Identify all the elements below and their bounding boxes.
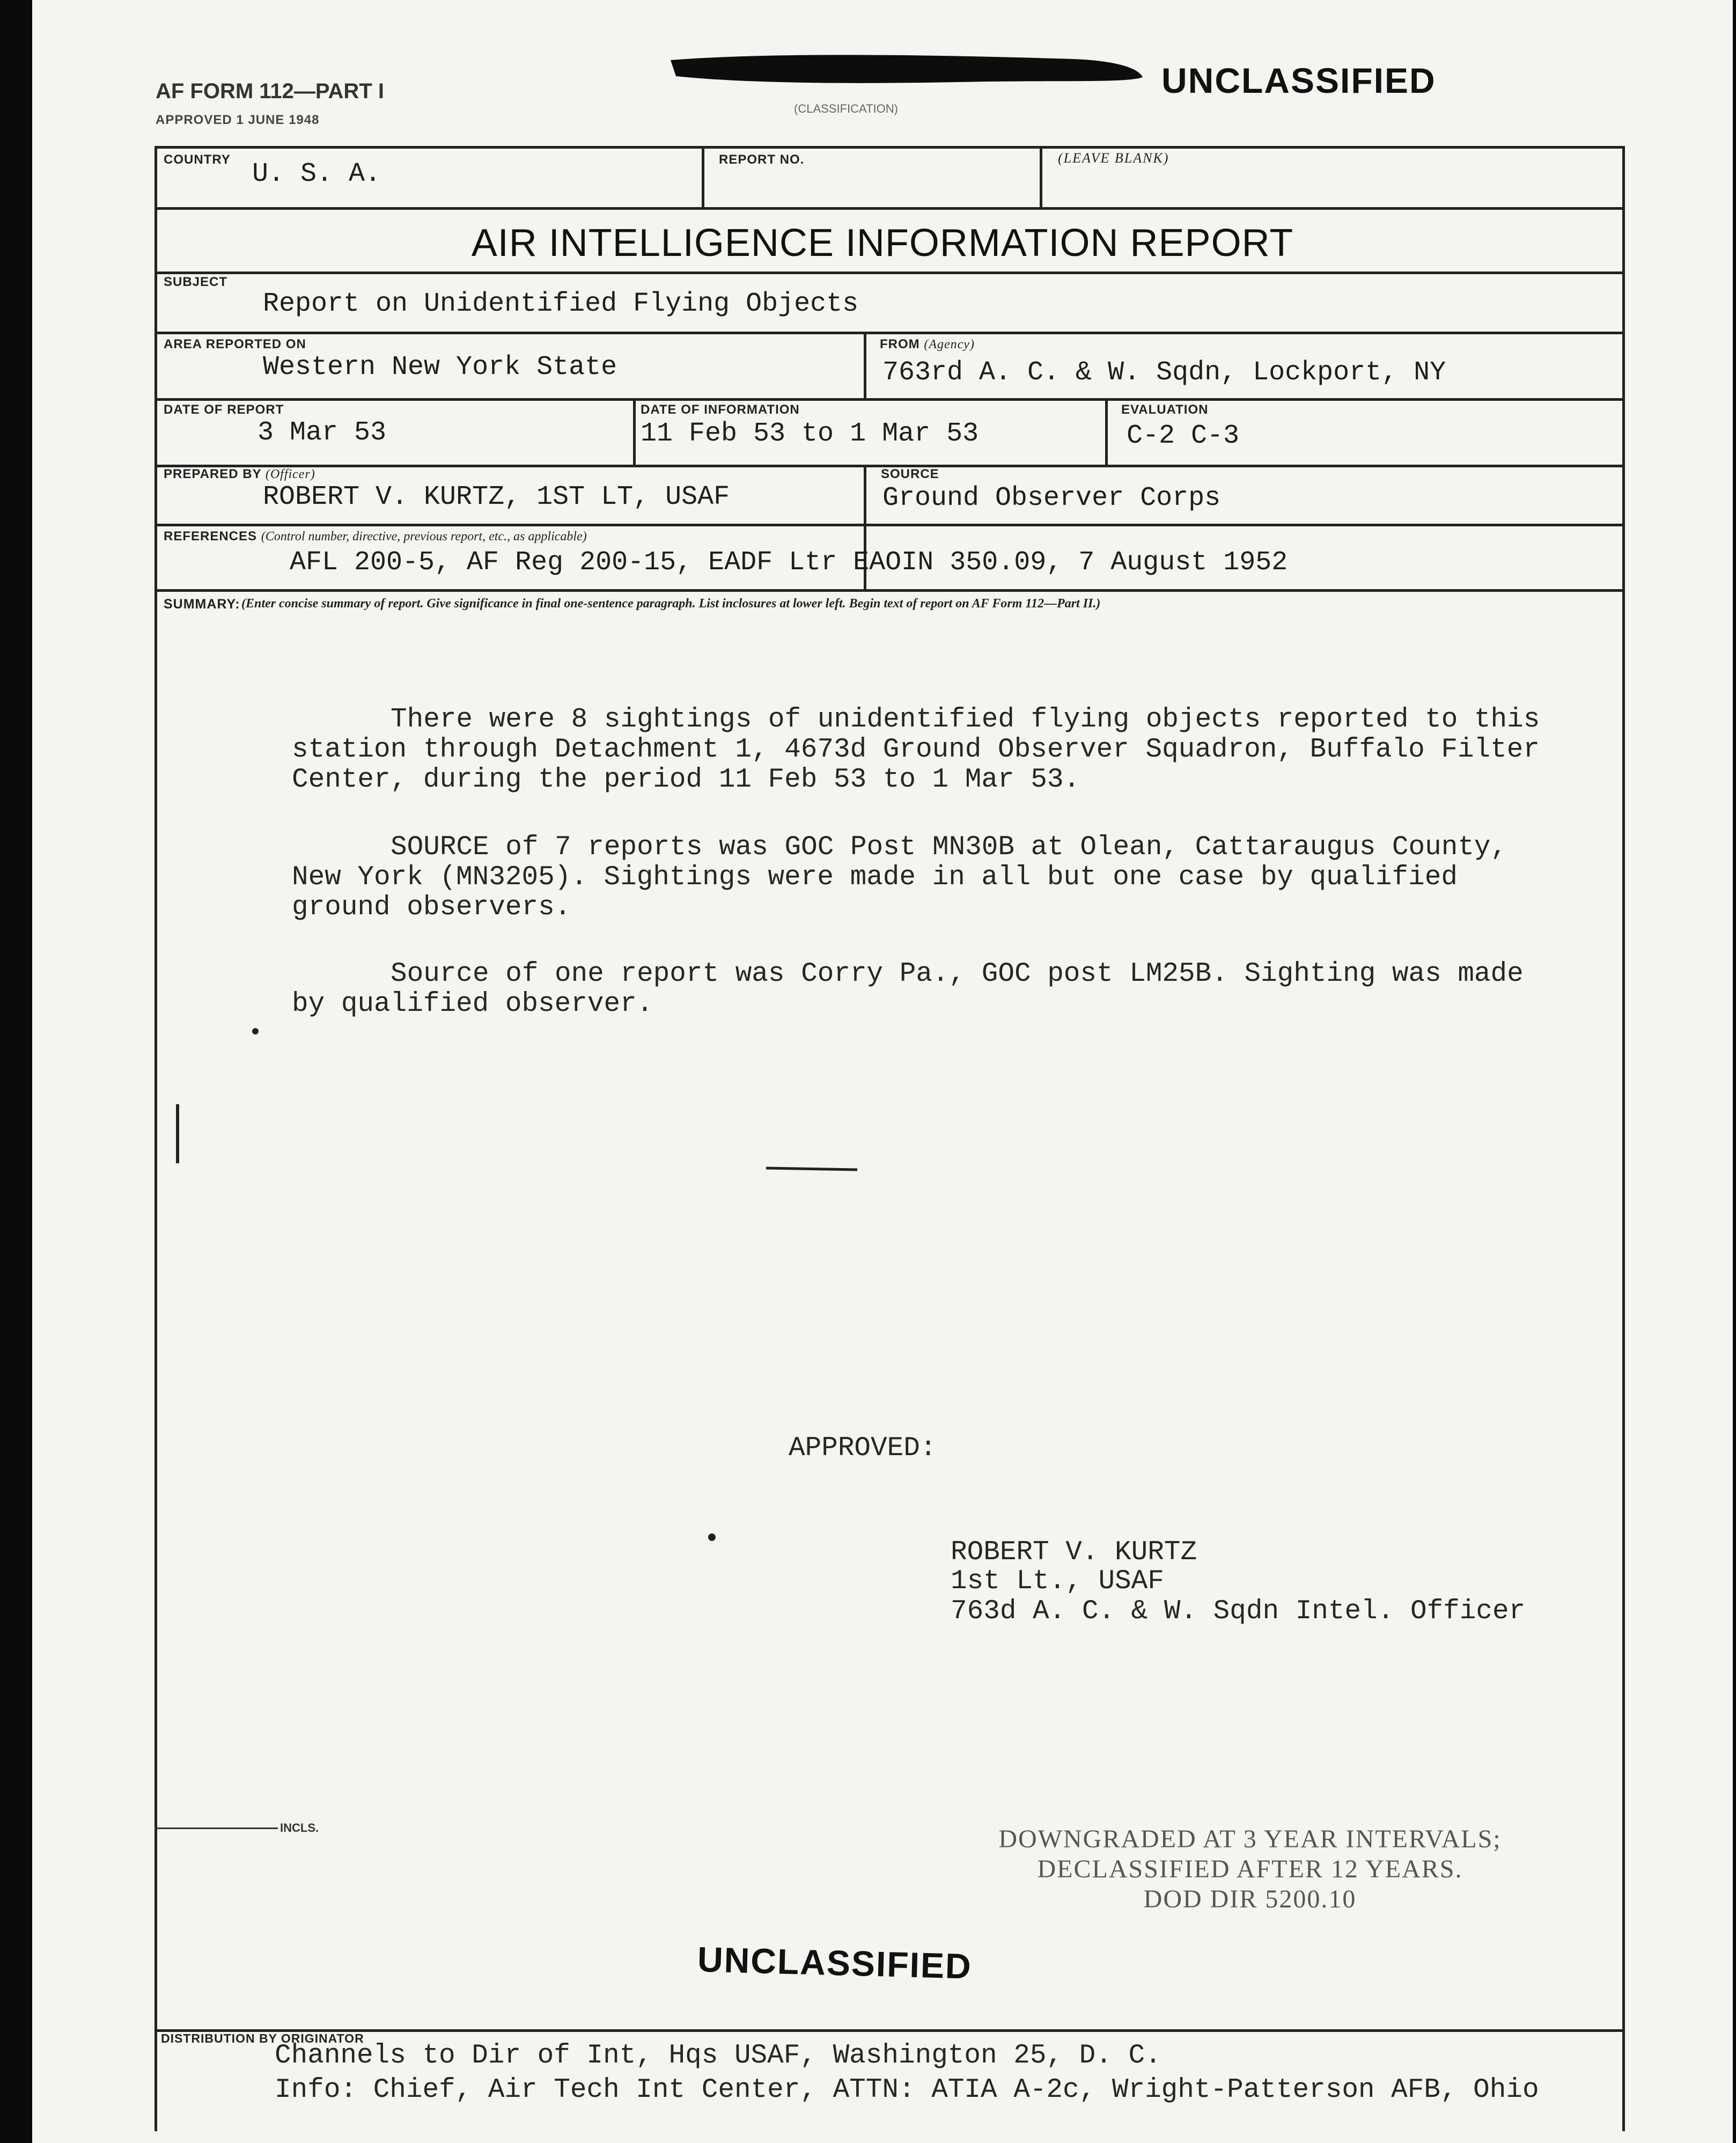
document-page xyxy=(32,0,1733,2143)
distribution-line2: Info: Chief, Air Tech Int Center, ATTN: ATIA A-2c, Wright-Patterson AFB, Ohio xyxy=(275,2075,1539,2105)
para2-line3: ground observers. xyxy=(292,892,571,923)
ink-dot xyxy=(708,1533,716,1541)
para3-line1: Source of one report was Corry Pa., GOC post LM25B. Sighting was made xyxy=(391,959,1524,989)
inclosures-label: INCLS. xyxy=(280,1821,319,1834)
leave-blank-label: (LEAVE BLANK) xyxy=(1058,150,1169,166)
approver-rank: 1st Lt., USAF xyxy=(951,1566,1164,1597)
country-value: U. S. A. xyxy=(252,159,381,189)
evaluation-value: C-2 C-3 xyxy=(1127,421,1240,451)
source-label: SOURCE xyxy=(881,467,939,481)
classification-stamp-top: UNCLASSIFIED xyxy=(1161,61,1436,100)
form-title: AIR INTELLIGENCE INFORMATION REPORT xyxy=(471,222,1294,265)
subject-value: Report on Unidentified Flying Objects xyxy=(263,289,859,319)
para1-line1: There were 8 sightings of unidentified flying objects reported to this xyxy=(391,704,1540,735)
date-of-report-value: 3 Mar 53 xyxy=(258,417,387,448)
subject-label: SUBJECT xyxy=(164,275,228,289)
para1-line3: Center, during the period 11 Feb 53 to 1 Mar 53. xyxy=(292,765,1080,795)
approved-date: APPROVED 1 JUNE 1948 xyxy=(156,113,320,127)
summary-note: (Enter concise summary of report. Give significance in final one-sentence paragraph. List inclosures at lower left. Begin text of report on AF Form 112—Part II.) xyxy=(241,597,1101,611)
references-value: AFL 200-5, AF Reg 200-15, EADF Ltr EAOIN 350.09, 7 August 1952 xyxy=(290,547,1288,578)
approver-title: 763d A. C. & W. Sqdn Intel. Officer xyxy=(951,1596,1526,1627)
stray-dash xyxy=(766,1167,857,1171)
references-label: REFERENCES (Control number, directive, previous report, etc., as applicable) xyxy=(164,529,587,544)
para2-line1: SOURCE of 7 reports was GOC Post MN30B at Olean, Cattaraugus County, xyxy=(391,832,1507,863)
summary-label: SUMMARY: xyxy=(164,597,240,612)
prepared-by-value: ROBERT V. KURTZ, 1ST LT, USAF xyxy=(263,482,730,512)
ink-dot-2 xyxy=(252,1028,259,1034)
approved-label: APPROVED: xyxy=(789,1433,937,1464)
approver-name: ROBERT V. KURTZ xyxy=(951,1537,1197,1568)
area-label: AREA REPORTED ON xyxy=(164,337,306,351)
redaction-mark xyxy=(665,49,1148,92)
margin-mark xyxy=(176,1104,179,1163)
distribution-line1: Channels to Dir of Int, Hqs USAF, Washington 25, D. C. xyxy=(275,2041,1161,2071)
evaluation-label: EVALUATION xyxy=(1121,402,1209,417)
para3-line2: by qualified observer. xyxy=(292,989,653,1019)
date-of-info-value: 11 Feb 53 to 1 Mar 53 xyxy=(641,419,979,449)
downgrade-stamp: DOWNGRADED AT 3 YEAR INTERVALS; DECLASSIFIED AFTER 12 YEARS. DOD DIR 5200.10 xyxy=(998,1825,1502,1913)
classification-caption: (CLASSIFICATION) xyxy=(794,102,898,115)
distribution-label: DISTRIBUTION BY ORIGINATOR xyxy=(161,2031,364,2045)
date-of-report-label: DATE OF REPORT xyxy=(164,402,284,417)
from-label: FROM (Agency) xyxy=(880,337,975,351)
prepared-by-label: PREPARED BY (Officer) xyxy=(164,467,315,481)
classification-stamp-bottom: UNCLASSIFIED xyxy=(697,1939,973,1986)
report-no-label: REPORT NO. xyxy=(719,152,805,167)
area-value: Western New York State xyxy=(263,352,617,383)
form-id: AF FORM 112—PART I xyxy=(156,79,384,103)
country-label: COUNTRY xyxy=(164,152,231,167)
from-value: 763rd A. C. & W. Sqdn, Lockport, NY xyxy=(882,357,1446,388)
para1-line2: station through Detachment 1, 4673d Ground Observer Squadron, Buffalo Filter xyxy=(292,735,1540,765)
para2-line2: New York (MN3205). Sightings were made in all but one case by qualified xyxy=(292,862,1458,893)
source-value: Ground Observer Corps xyxy=(882,483,1221,513)
date-of-info-label: DATE OF INFORMATION xyxy=(641,402,800,417)
